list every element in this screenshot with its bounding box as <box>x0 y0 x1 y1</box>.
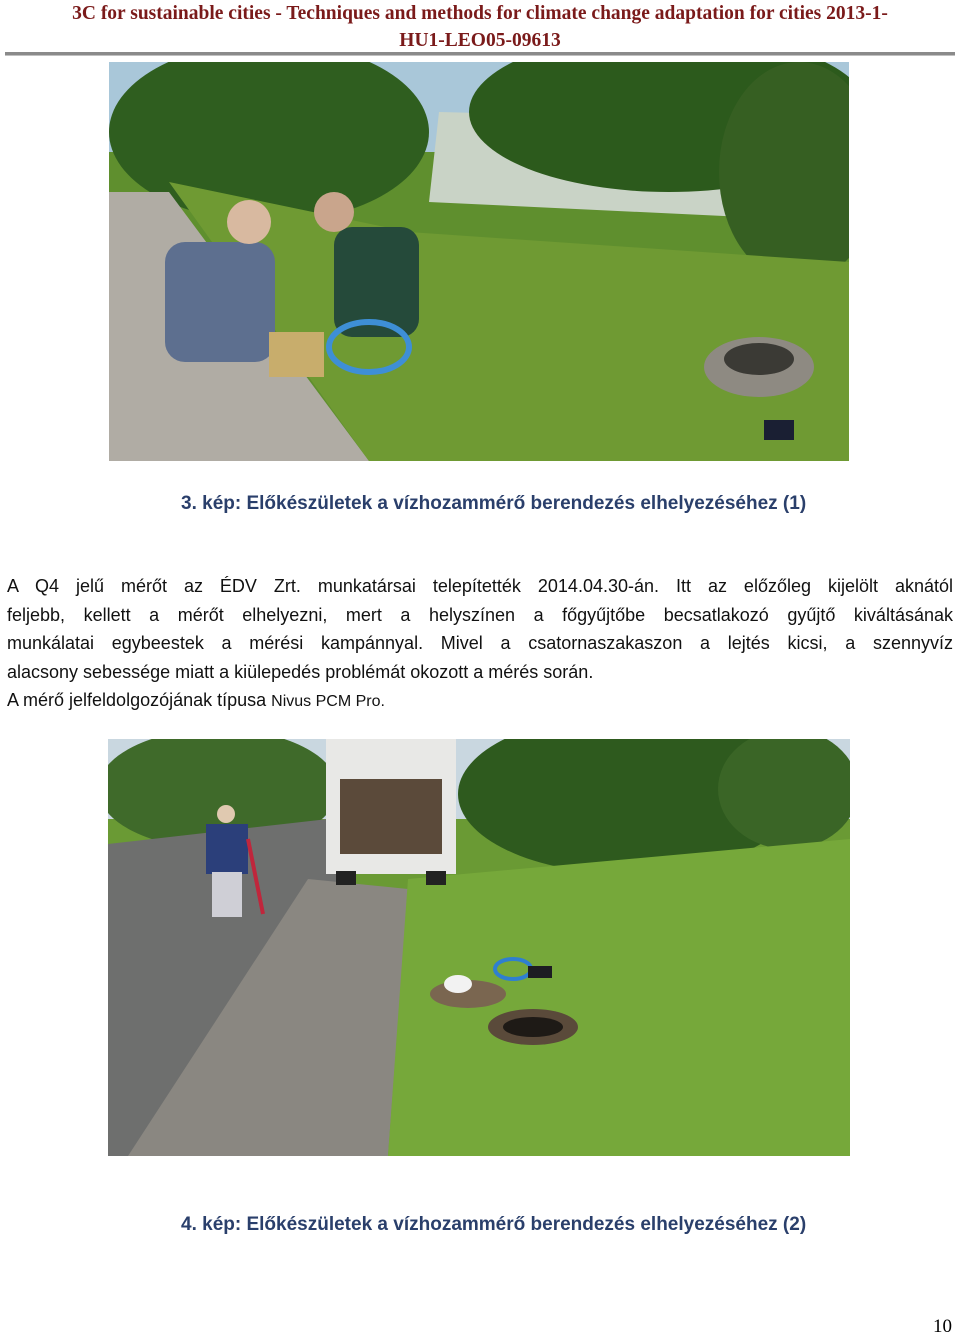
header-divider <box>5 52 955 56</box>
meter-product-name: Nivus PCM Pro. <box>271 693 385 710</box>
photo-installation-preparation-1 <box>109 62 849 461</box>
body-line-3: munkálatai egybeestek a mérési kampánnyal. Mivel a csatornaszakaszon a lejtés kicsi, a szennyvíz <box>7 633 953 653</box>
body-line-1: A Q4 jelű mérőt az ÉDV Zrt. munkatársai telepítették 2014.04.30-án. Itt az előzőleg kijelölt aknától <box>7 576 953 596</box>
figure-1-caption: 3. kép: Előkészületek a vízhozammérő berendezés elhelyezéséhez (1) <box>181 493 807 514</box>
header-title-line-2: HU1-LEO05-09613 <box>399 30 561 51</box>
photo-installation-preparation-2 <box>108 739 850 1156</box>
body-line-2: feljebb, kellett a mérőt elhelyezni, mert a helyszínen a főgyűjtőbe becsatlakozó gyűjtő kiváltásának <box>7 604 953 625</box>
header-title-line-1: 3C for sustainable cities - Techniques and methods for climate change adaptation for cities 2013-1- <box>72 3 888 24</box>
body-line-5 <box>7 686 953 717</box>
page-header-title <box>0 0 960 54</box>
body-line-4: alacsony sebessége miatt a kiülepedés problémát okozott a mérés során. <box>7 661 594 682</box>
meter-type-label: A mérő jelfeldolgozójának típusa <box>7 690 272 710</box>
body-paragraph <box>7 572 953 717</box>
page-number: 10 <box>933 1316 952 1337</box>
figure-2-caption: 4. kép: Előkészületek a vízhozammérő berendezés elhelyezéséhez (2) <box>181 1214 807 1235</box>
